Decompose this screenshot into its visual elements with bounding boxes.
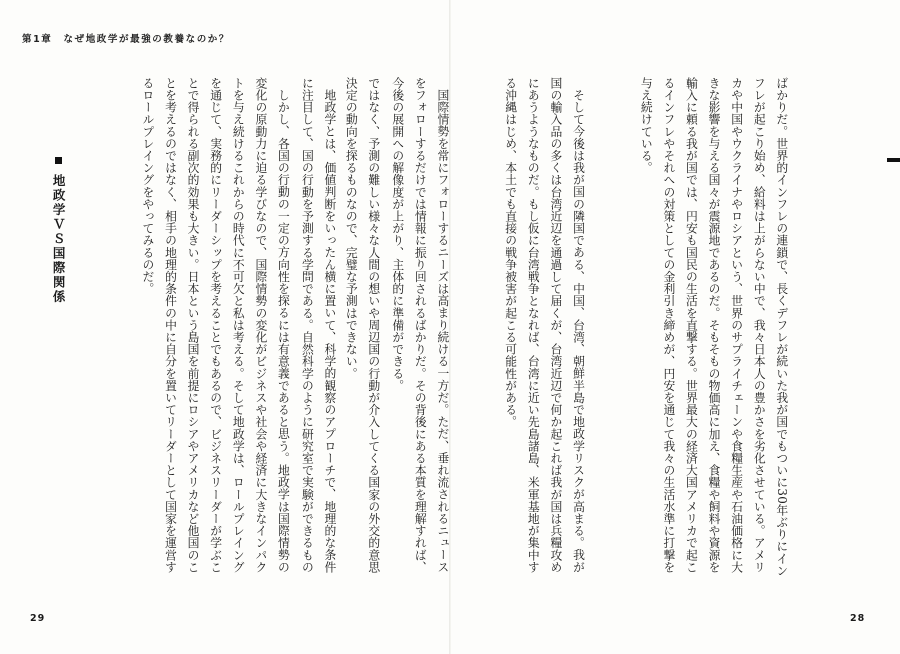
square-bullet-icon (55, 157, 62, 164)
left-page-body (20, 77, 430, 577)
page-number-right: 28 (850, 613, 866, 624)
section-heading-text: 地政学ＶＳ国際関係 (51, 174, 67, 305)
paragraph: ではなく、予測の難しい様々な人間の想いや周辺国の行動が介入してくる国家の外交的意思決定の動向を探るものなので、完璧な予測はできない。 (344, 77, 381, 574)
paragraph: 地政学とは、価値判断をいったん横に置いて、科学的観察のアプローチで、地理的な条件に注目して、国の行動を予測する学問である。自然科学のように研究室で実験ができるもの (300, 77, 337, 574)
chapter-edge-marker (887, 158, 900, 162)
chapter-running-head: 第1章 なぜ地政学が最強の教養なのか？ (22, 34, 231, 45)
paragraph: そして今後は我が国の隣国である、中国、台湾、朝鮮半島で地政学リスクが高まる。我が国の輸入品の多くは台湾近辺を通過して届くが、台湾近辺で何か起これば我が国は兵糧攻めにあうようなものだ。もし仮に台湾戦争となれば、台湾に近い先島諸島、米軍基地が集中する沖縄はじめ、本土でも直接の戦争被害が起こる可能性がある。 (503, 77, 586, 574)
paragraph: しかし、各国の行動の一定の方向性を探るには有意義であると思う。地政学は国際情勢の変化の原動力に迫る学びなので、国際情勢の変化がビジネスや社会や経済に大きなインパクトを与え続けるこれからの時代に不可欠と私は考える。そして地政学は、ロールプレイングを通じて、実務的にリーダーシップを考えることでもあるので、ビジネスリーダーが学ぶことで得られる副次的効果も大きい。日本という島国を前提にロシアやアメリカなど他国のことを考えるのではなく、相手の地理的条件の中に自分を置いてリーダーとして国家を運営するロールプレイングをやってみるのだ。 (140, 77, 291, 574)
paragraph: ばかりだ。世界的インフレの連鎖で、長くデフレが続いた我が国でもついに30年ぶりにインフレが起こり始め、給料は上がらない中で、我々日本人の豊かさを劣化させている。アメリカや中国やウクライナやロシアという、世界のサプライチェーンや食糧生産や石油価格に大きな影響を与える国々が震源地であるのだ。そもそもの物価高に加え、食糧や飼料や資源を輸入に頼る我が国では、円安も国民の生活を直撃する。世界最大の経済大国アメリカで起こるインフレやそれへの対策としての金利引き締めが、円安を通じて我々の生活水準に打撃を与え続けている。 (639, 77, 789, 577)
section-heading (47, 77, 70, 577)
paragraph: 国際情勢を常にフォローするニーズは高まり続ける一方だ。ただ、垂れ流されるニュースをフォローするだけでは情報に振り回されるばかりだ。その背後にある本質を理解すれば、今後の展開への解像度が上がり、主体的に準備ができる。 (390, 77, 450, 574)
page-number-left: 29 (30, 613, 46, 624)
